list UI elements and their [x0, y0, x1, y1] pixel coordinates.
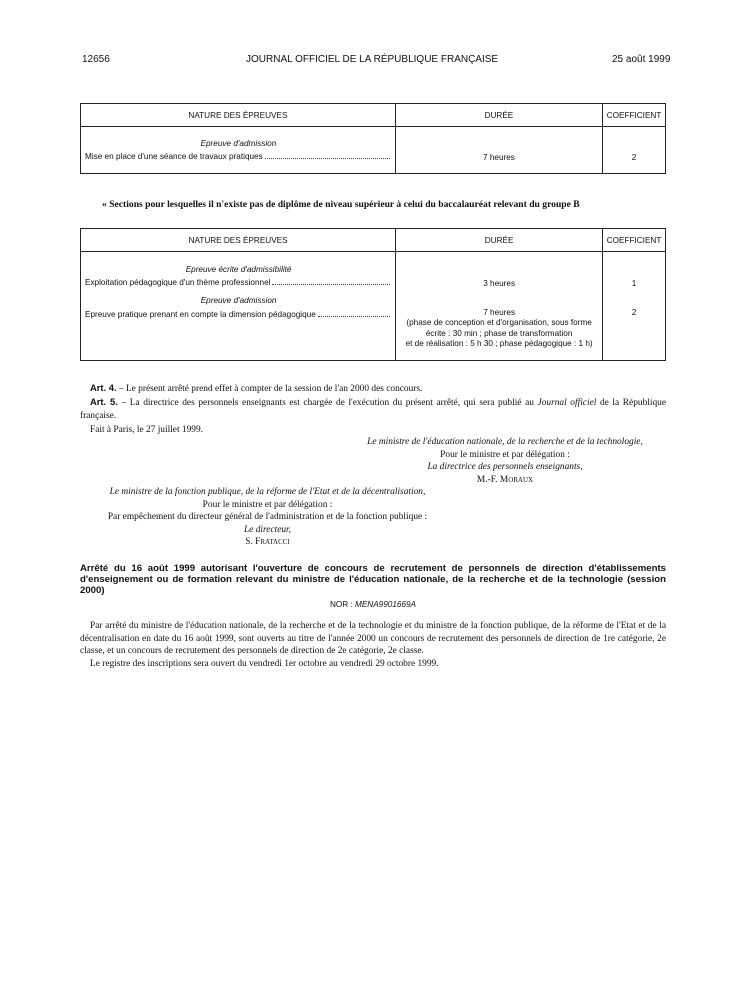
epreuves-table-1	[80, 103, 666, 174]
article-label: Art. 5.	[90, 396, 118, 407]
empechement-line: Par empêchement du directeur général de l'administration et de la fonction publique :	[107, 512, 428, 522]
nor-reference	[80, 600, 666, 609]
col-nature-header: NATURE DES ÉPREUVES	[81, 104, 396, 127]
journal-title: JOURNAL OFFICIEL DE LA RÉPUBLIQUE FRANÇAISE	[246, 54, 499, 65]
journal-ref: Journal officiel	[537, 398, 597, 408]
delegation-line: Pour le ministre et par délégation :	[202, 499, 333, 510]
nature-cell	[81, 252, 396, 361]
row-label: Exploitation pédagogique d'un thème professionnel	[85, 278, 271, 287]
row-label: Mise en place d'une séance de travaux pratiques	[85, 152, 263, 161]
coef-value: 2	[631, 307, 637, 317]
signature-block-1	[344, 436, 666, 486]
fait-a-paris: Fait à Paris, le 27 juillet 1999.	[90, 425, 204, 435]
article-text: – Le présent arrêté prend effet à compter de la session de l'an 2000 des concours.	[116, 384, 423, 394]
nature-cell	[81, 127, 396, 174]
delegation-line: Pour le ministre et par délégation :	[440, 449, 570, 460]
col-coef-header: COEFFICIENT	[603, 229, 666, 252]
col-duree-header: DURÉE	[395, 104, 602, 127]
col-duree-header: DURÉE	[396, 229, 603, 252]
signature-block-2	[80, 486, 455, 549]
duree-detail: (phase de conception et d'organisation, sous forme	[406, 318, 592, 327]
signatory-name: S. Fratacci	[245, 537, 290, 547]
section-label: Epreuve écrite d'admissibilité	[185, 265, 292, 274]
minister-title: Le ministre de l'éducation nationale, de la recherche et de la technologie,	[367, 437, 643, 447]
nor-value: MENA9901669A	[355, 600, 417, 609]
duree-detail: écrite : 30 min ; phase de transformation	[425, 328, 573, 338]
article-5	[80, 396, 666, 422]
duree-detail: et de réalisation : 5 h 30 ; phase pédagogique : 1 h)	[405, 339, 593, 348]
duree-cell: 7 heures	[395, 127, 602, 174]
issue-date: 25 août 1999	[612, 54, 671, 65]
coef-cell: 2	[603, 127, 666, 174]
coef-value: 1	[631, 279, 637, 288]
signatory-role: La directrice des personnels enseignants,	[427, 462, 583, 472]
duree-value: 7 heures	[483, 307, 516, 317]
arrete-paragraph-registre: Le registre des inscriptions sera ouvert du vendredi 1er octobre au vendredi 29 octobre 1999.	[90, 659, 439, 669]
article-label: Art. 4.	[90, 382, 117, 393]
duree-value: 3 heures	[483, 279, 516, 288]
signatory-name: M.-F. Moraux	[476, 474, 534, 485]
arrete-title: Arrêté du 16 août 1999 autorisant l'ouverture de concours de recrutement de personnels de direction d'établissements d'enseignement ou de formation relevant du ministre de l'éducation nationale, de la recherche et de la technologie (session 2000)	[80, 563, 666, 596]
coef-cell	[603, 252, 666, 361]
section-title: « Sections pour lesquelles il n'existe pas de diplôme de niveau supérieur à celui du baccalauréat relevant du groupe B	[102, 199, 580, 210]
minister-title: Le ministre de la fonction publique, de la réforme de l'Etat et de la décentralisation,	[109, 487, 426, 497]
section-label: Epreuve d'admission	[200, 296, 277, 305]
article-4	[90, 382, 666, 396]
nor-label: NOR :	[329, 600, 356, 609]
epreuves-table-2	[80, 228, 666, 361]
row-label: Epreuve pratique prenant en compte la dimension pédagogique	[85, 310, 316, 319]
col-coef-header: COEFFICIENT	[603, 104, 666, 127]
page-number: 12656	[82, 54, 110, 65]
signatory-role: Le directeur,	[243, 524, 292, 535]
section-label: Epreuve d'admission	[200, 139, 277, 148]
article-text: de la République française.	[80, 398, 667, 421]
article-text: – La directrice des personnels enseignants est chargée de l'exécution du présent arrêté, qui sera publié au	[117, 398, 538, 408]
arrete-paragraph: Par arrêté du ministre de l'éducation nationale, de la recherche et de la technologie et du ministre de la fonction publique, de la réforme de l'Etat et de la décentralisation en date du 16 août 1999, sont ouverts au titre de l'année 2000 un concours de recrutement des personnels de direction de 1re catégorie, 2e classe, et un concours de recrutement des personnels de direction de 2e catégorie, 2e classe.	[80, 621, 666, 656]
col-nature-header: NATURE DES ÉPREUVES	[81, 229, 396, 252]
duree-cell	[396, 252, 603, 361]
